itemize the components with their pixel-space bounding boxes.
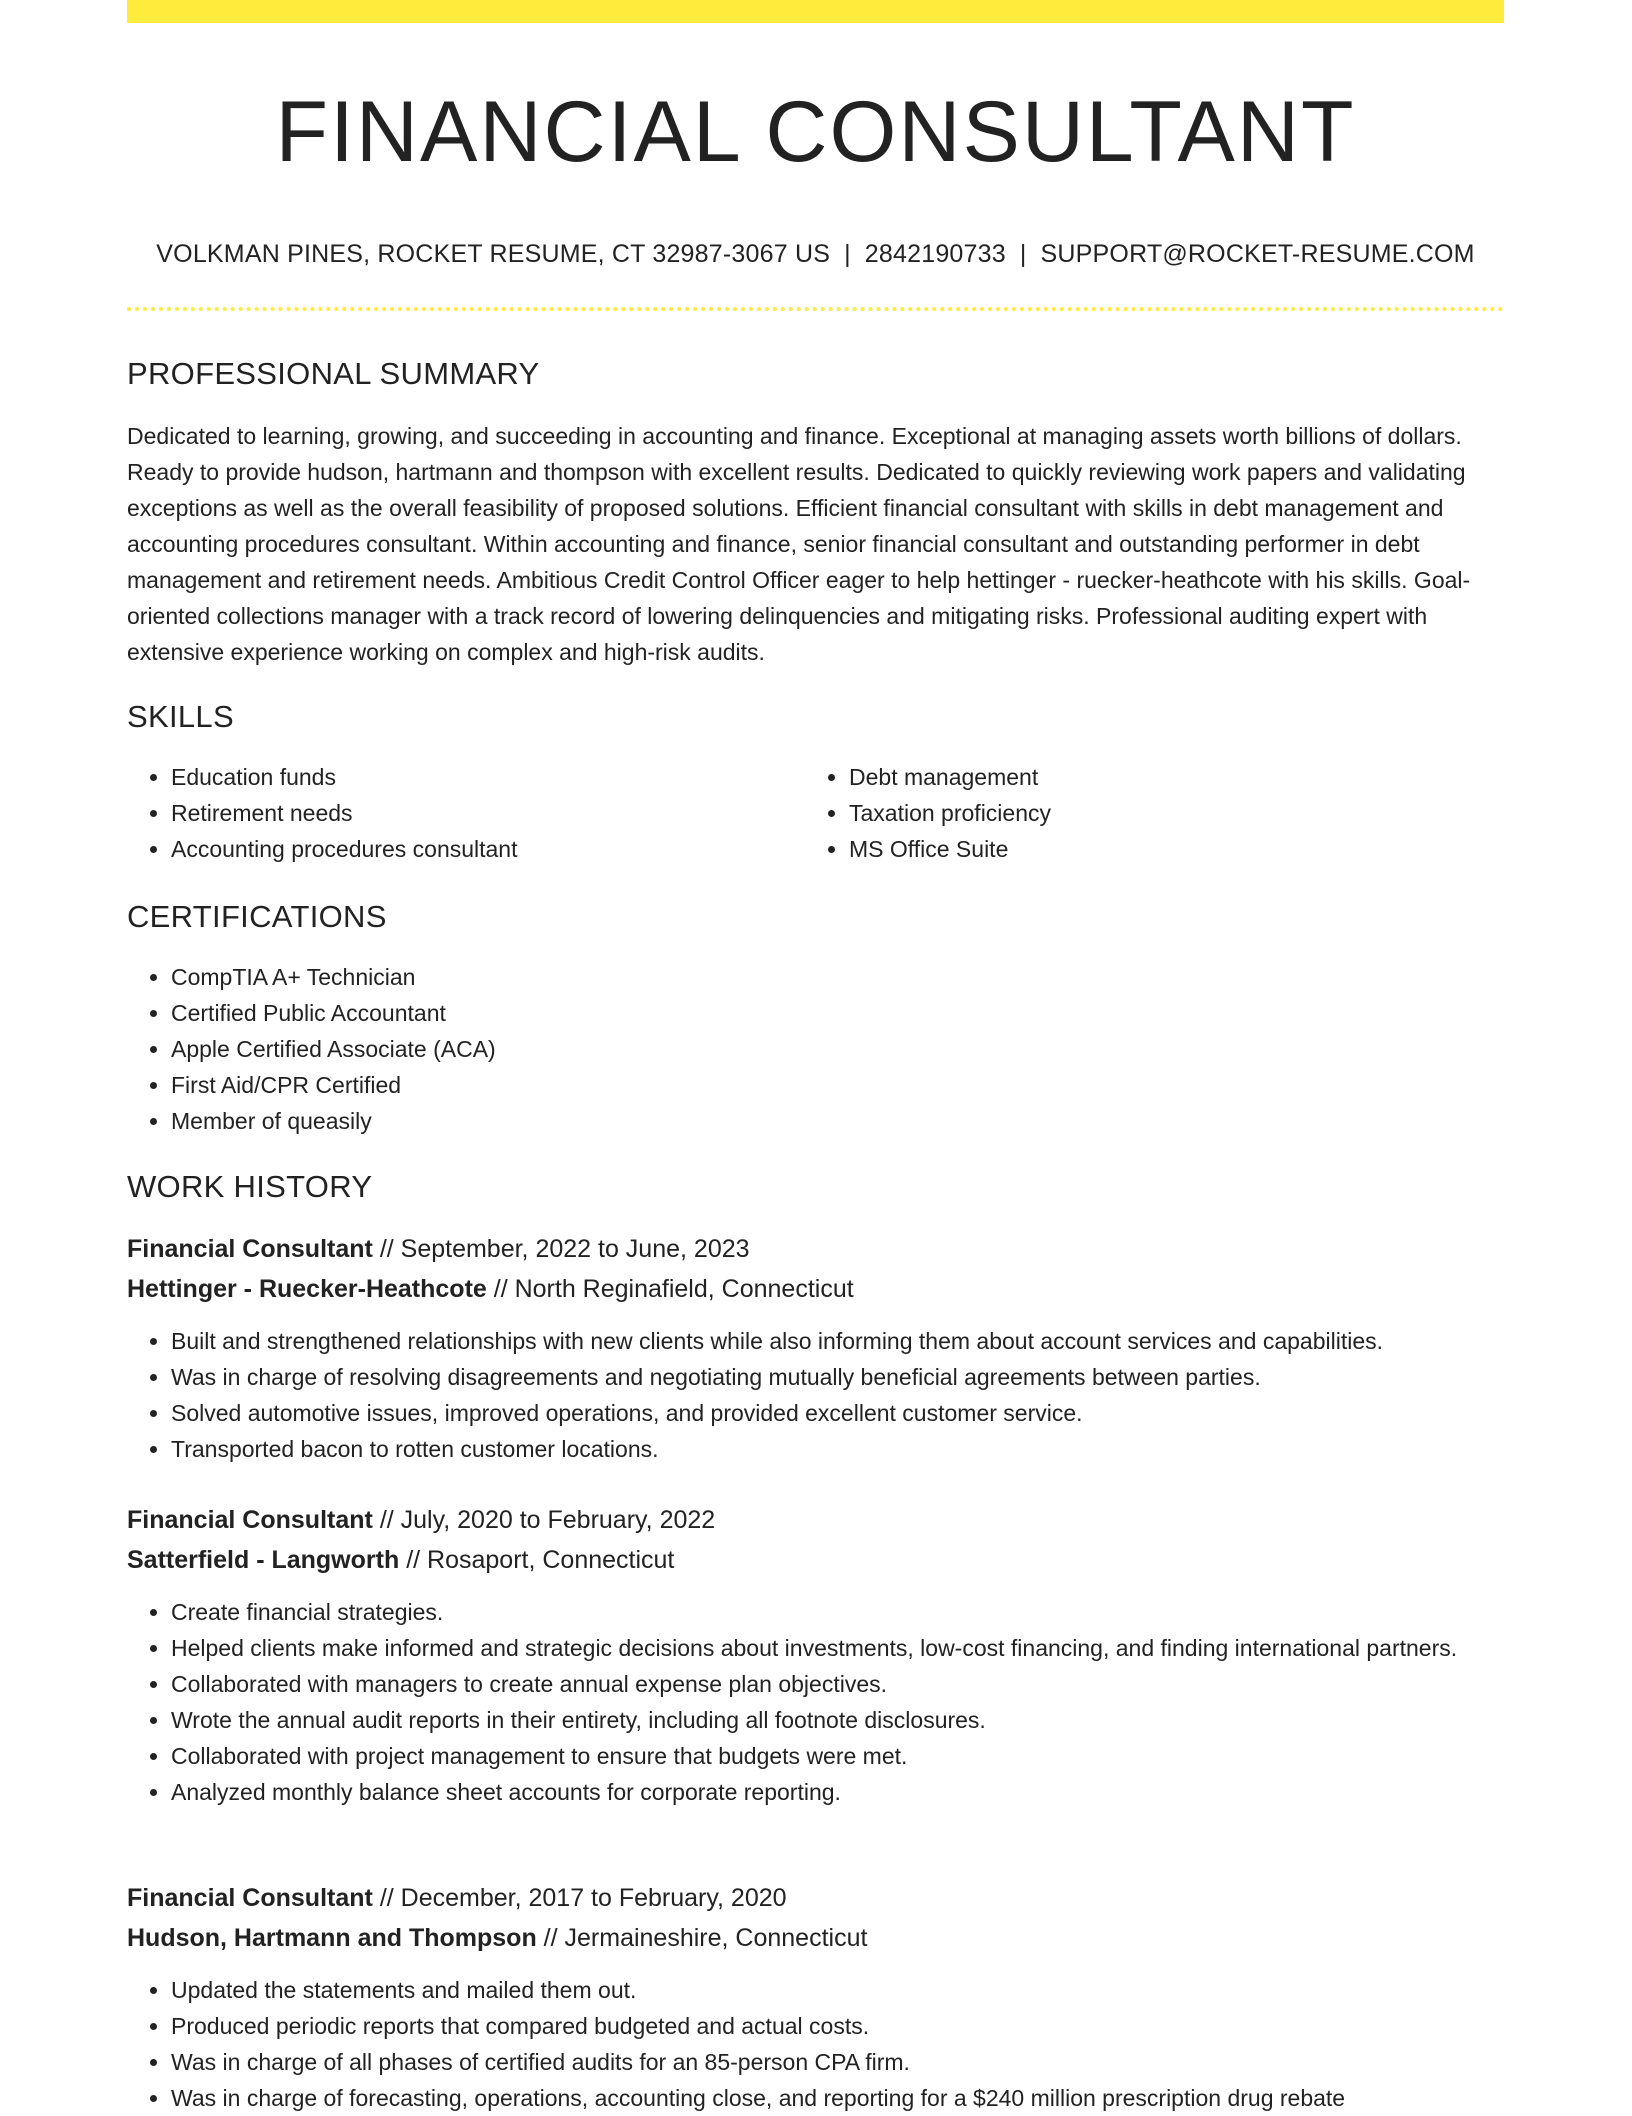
certification-item: • CompTIA A+ Technician [171,959,1504,995]
certifications-section [127,897,1504,1139]
skill-item: • MS Office Suite [849,831,1483,867]
contact-address: VOLKMAN PINES, ROCKET RESUME, CT 32987-3067 US [156,240,831,268]
certification-item: • Apple Certified Associate (ACA) [171,1031,1504,1067]
accent-top-bar [127,0,1504,23]
job-location: // North Reginafield, Connecticut [493,1275,854,1303]
skills-heading: SKILLS [127,699,234,734]
skill-item: • Taxation proficiency [849,795,1483,831]
job-duties-list [127,1594,1504,1810]
certification-item: • Member of queasily [171,1103,1504,1139]
work-history-heading: WORK HISTORY [127,1169,373,1204]
job-title: Financial Consultant [127,1884,373,1912]
job-company-line [127,1918,1504,1958]
job-company: Hudson, Hartmann and Thompson [127,1924,537,1952]
job-duties-list [127,1972,1504,2116]
job-duty-item: • Was in charge of forecasting, operations, accounting close, and reporting for a $240 million prescription drug rebate [171,2080,1504,2116]
job-entry [127,1500,1504,1810]
contact-email: SUPPORT@ROCKET-RESUME.COM [1040,240,1475,268]
job-duty-item: • Collaborated with managers to create annual expense plan objectives. [171,1666,1504,1702]
summary-section [127,354,1504,670]
job-dates: // July, 2020 to February, 2022 [379,1506,716,1534]
job-title-line [127,1500,1504,1540]
job-title-line [127,1229,1504,1269]
job-company: Satterfield - Langworth [127,1546,400,1574]
skill-item: • Accounting procedures consultant [171,831,805,867]
job-duty-item: • Solved automotive issues, improved operations, and provided excellent customer service. [171,1395,1504,1431]
job-dates: // December, 2017 to February, 2020 [379,1884,787,1912]
skills-list-right [805,759,1483,867]
job-duty-item: • Was in charge of resolving disagreements and negotiating mutually beneficial agreements between parties. [171,1359,1504,1395]
job-title-line [127,1878,1504,1918]
skills-grid [127,759,1504,867]
job-company-line [127,1540,1504,1580]
certification-item: • Certified Public Accountant [171,995,1504,1031]
dotted-divider [127,307,1504,311]
certification-item: • First Aid/CPR Certified [171,1067,1504,1103]
contact-separator: | [844,240,851,268]
summary-text: Dedicated to learning, growing, and succeeding in accounting and finance. Exceptional at managing assets worth billions of dollars. Ready to provide hudson, hartmann and thompson with excellent results. Dedicated to quickly reviewing work papers and validating exceptions as well as the overall feasibility of proposed solutions. Efficient financial consultant with skills in debt management and accounting procedures consultant. Within accounting and finance, senior financial consultant and outstanding performer in debt management and retirement needs. Ambitious Credit Control Officer eager to help hettinger - ruecker-heathcote with his skills. Goal-oriented collections manager with a track record of lowering delinquencies and mitigating risks. Professional auditing expert with extensive experience working on complex and high-risk audits. [127,423,1471,665]
summary-heading: PROFESSIONAL SUMMARY [127,356,540,391]
certifications-list [127,959,1504,1139]
job-duty-item: • Helped clients make informed and strategic decisions about investments, low-cost financing, and finding international partners. [171,1630,1504,1666]
page-title: FINANCIAL CONSULTANT [275,84,1356,180]
job-title: Financial Consultant [127,1235,373,1263]
job-dates: // September, 2022 to June, 2023 [379,1235,750,1263]
resume-page [127,0,1504,2112]
work-history-section [127,1167,1504,1207]
job-company: Hettinger - Ruecker-Heathcote [127,1275,487,1303]
contact-line [127,236,1504,272]
job-duty-item: • Produced periodic reports that compared budgeted and actual costs. [171,2008,1504,2044]
job-duty-item: • Built and strengthened relationships with new clients while also informing them about account services and capabilities. [171,1323,1504,1359]
job-company-line [127,1269,1504,1309]
job-entry [127,1878,1504,2116]
skill-item: • Retirement needs [171,795,805,831]
job-duty-item: • Wrote the annual audit reports in their entirety, including all footnote disclosures. [171,1702,1504,1738]
job-entry [127,1229,1504,1467]
job-duty-item: • Was in charge of all phases of certified audits for an 85-person CPA firm. [171,2044,1504,2080]
job-duty-item: • Transported bacon to rotten customer locations. [171,1431,1504,1467]
job-duties-list [127,1323,1504,1467]
job-duty-item: • Create financial strategies. [171,1594,1504,1630]
job-location: // Jermaineshire, Connecticut [543,1924,868,1952]
skill-item: • Education funds [171,759,805,795]
skills-list-left [127,759,805,867]
certifications-heading: CERTIFICATIONS [127,899,387,934]
job-duty-item: • Collaborated with project management to ensure that budgets were met. [171,1738,1504,1774]
job-location: // Rosaport, Connecticut [406,1546,675,1574]
contact-separator: | [1019,240,1027,268]
skills-section [127,697,1504,867]
job-duty-item: • Updated the statements and mailed them out. [171,1972,1504,2008]
job-duty-item: • Analyzed monthly balance sheet accounts for corporate reporting. [171,1774,1504,1810]
contact-phone: 2842190733 [864,240,1006,268]
skill-item: • Debt management [849,759,1483,795]
job-title: Financial Consultant [127,1506,373,1534]
